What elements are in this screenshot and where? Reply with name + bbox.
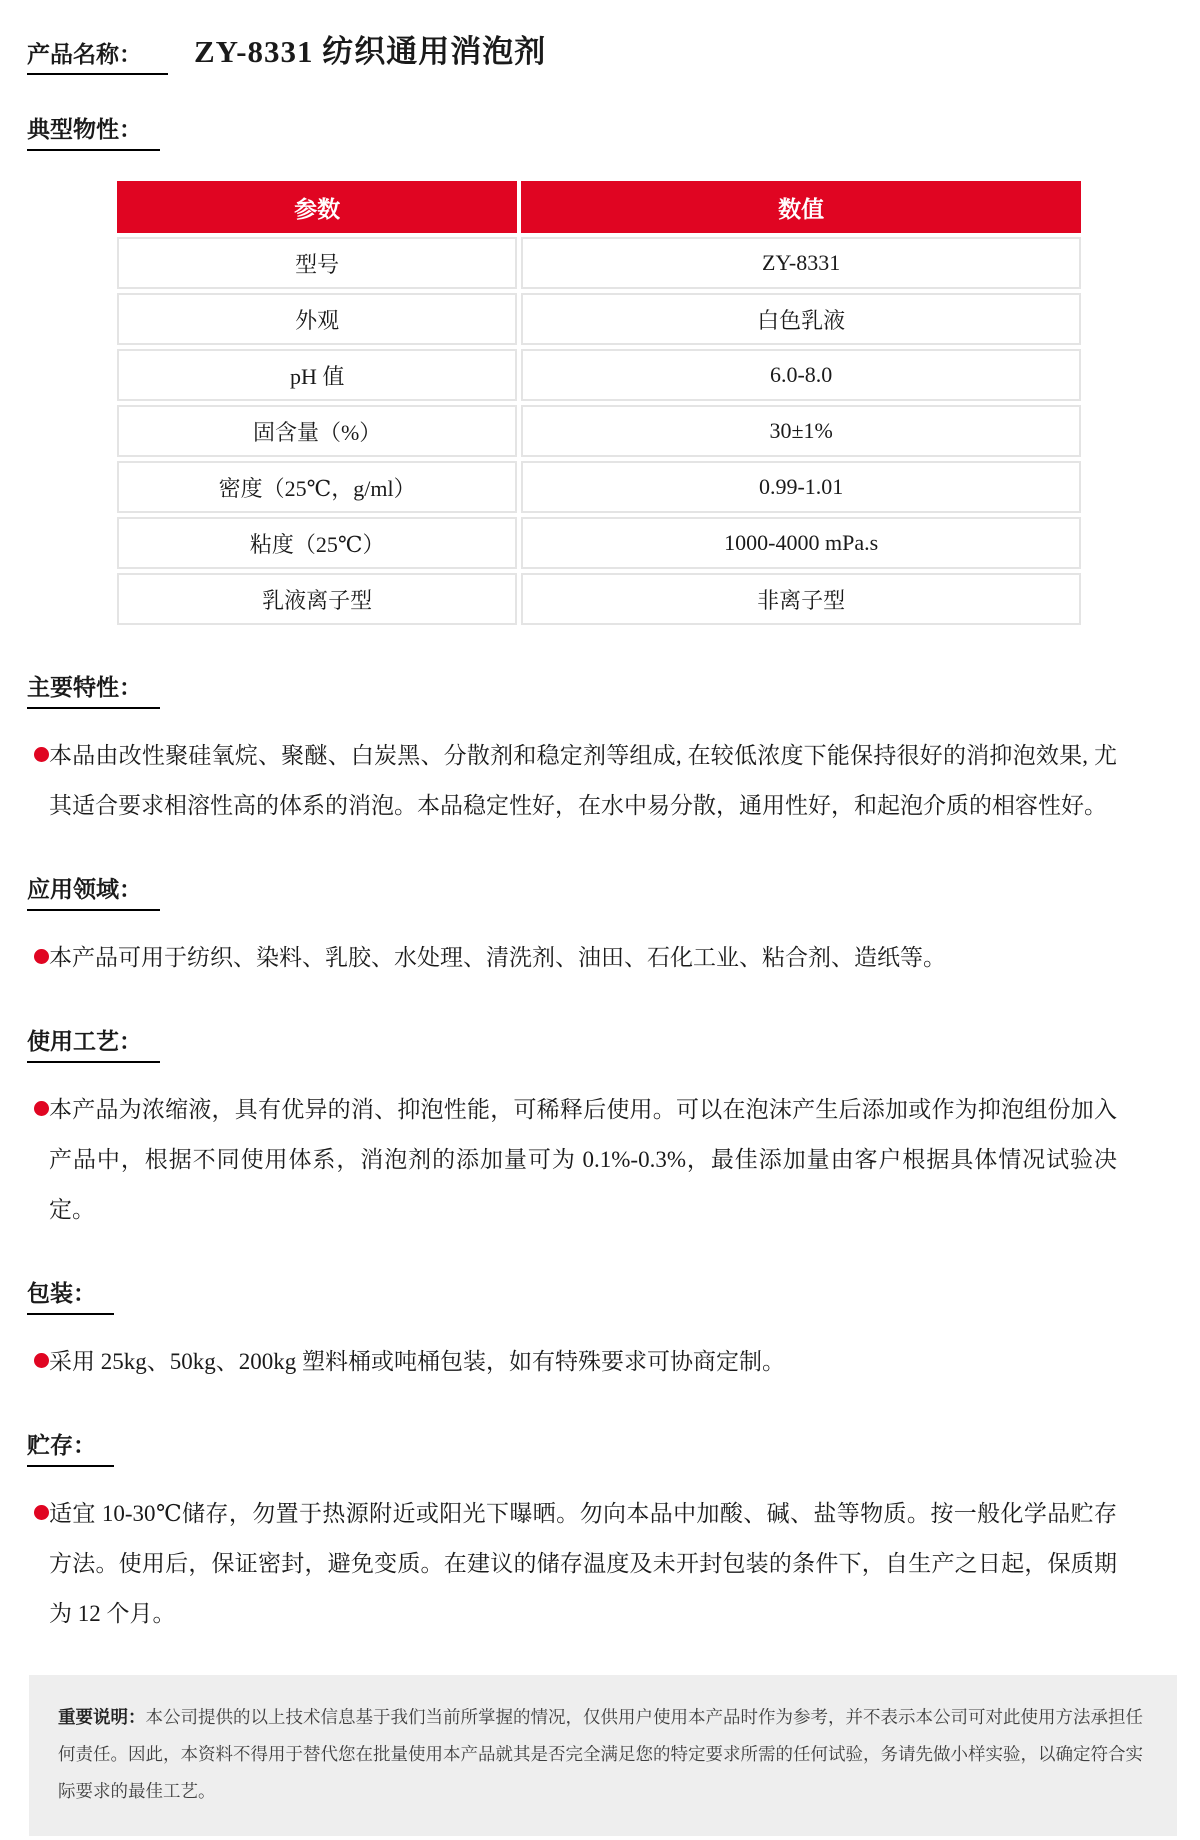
bullet-item bbox=[34, 933, 1138, 983]
bullet-text: 适宜 10-30℃储存，勿置于热源附近或阳光下曝晒。勿向本品中加酸、碱、盐等物质。按一般化学品贮存方法。使用后，保证密封，避免变质。在建议的储存温度及未开封包装的条件下，自生产之日起，保质期为 12 个月。 bbox=[49, 1501, 1117, 1626]
product-name-label: 产品名称： bbox=[27, 36, 168, 75]
bullet-icon bbox=[34, 1505, 49, 1520]
table-header-param: 参数 bbox=[117, 181, 517, 233]
bullet-text: 采用 25kg、50kg、200kg 塑料桶或吨桶包装，如有特殊要求可协商定制。 bbox=[49, 1349, 785, 1374]
param-cell: 乳液离子型 bbox=[117, 573, 517, 625]
param-cell: 固含量（%） bbox=[117, 405, 517, 457]
properties-table bbox=[113, 177, 1085, 629]
section-heading-typical-properties bbox=[27, 115, 1200, 151]
product-title-row bbox=[27, 26, 1200, 75]
section-heading-applications bbox=[27, 875, 1200, 911]
bullet-item bbox=[34, 1337, 1138, 1387]
bullet-text: 本产品可用于纺织、染料、乳胶、水处理、清洗剂、油田、石化工业、粘合剂、造纸等。 bbox=[49, 945, 946, 970]
important-note-box bbox=[29, 1675, 1177, 1836]
section-heading-label: 使用工艺： bbox=[27, 1027, 160, 1063]
table-row bbox=[117, 461, 1081, 513]
table-row bbox=[117, 517, 1081, 569]
table-header-row bbox=[117, 181, 1081, 233]
table-row bbox=[117, 293, 1081, 345]
bullet-item bbox=[34, 1489, 1138, 1639]
param-cell: 外观 bbox=[117, 293, 517, 345]
table-row bbox=[117, 349, 1081, 401]
section-heading-main-features bbox=[27, 673, 1200, 709]
value-cell: 30±1% bbox=[521, 405, 1081, 457]
param-cell: 密度（25℃，g/ml） bbox=[117, 461, 517, 513]
important-note-text: 本公司提供的以上技术信息基于我们当前所掌握的情况，仅供用户使用本产品时作为参考，并不表示本公司可对此使用方法承担任何责任。因此，本资料不得用于替代您在批量使用本产品就其是否完全满足您的特定要求所需的任何试验，务请先做小样实验，以确定符合实际要求的最佳工艺。 bbox=[58, 1707, 1143, 1801]
param-cell: 粘度（25℃） bbox=[117, 517, 517, 569]
bullet-item bbox=[34, 731, 1138, 831]
bullet-icon bbox=[34, 1101, 49, 1116]
value-cell: 1000-4000 mPa.s bbox=[521, 517, 1081, 569]
section-heading-label: 应用领域： bbox=[27, 875, 160, 911]
table-row bbox=[117, 405, 1081, 457]
section-heading-storage bbox=[27, 1431, 1200, 1467]
bullet-text: 本品由改性聚硅氧烷、聚醚、白炭黑、分散剂和稳定剂等组成, 在较低浓度下能保持很好的消抑泡效果, 尤其适合要求相溶性高的体系的消泡。本品稳定性好，在水中易分散，通用性好，和起泡介质的相容性好。 bbox=[49, 743, 1117, 818]
table-row bbox=[117, 237, 1081, 289]
bullet-text: 本产品为浓缩液，具有优异的消、抑泡性能，可稀释后使用。可以在泡沫产生后添加或作为抑泡组份加入产品中，根据不同使用体系，消泡剂的添加量可为 0.1%-0.3%，最佳添加量由客户根据具体情况试验决定。 bbox=[49, 1097, 1117, 1222]
table-header-value: 数值 bbox=[521, 181, 1081, 233]
bullet-item bbox=[34, 1085, 1138, 1235]
value-cell: 6.0-8.0 bbox=[521, 349, 1081, 401]
bullet-icon bbox=[34, 949, 49, 964]
section-heading-label: 贮存： bbox=[27, 1431, 114, 1467]
section-heading-label: 典型物性： bbox=[27, 115, 160, 151]
product-title: ZY-8331 纺织通用消泡剂 bbox=[194, 34, 547, 69]
section-heading-usage-process bbox=[27, 1027, 1200, 1063]
important-note-label: 重要说明： bbox=[58, 1707, 146, 1727]
table-row bbox=[117, 573, 1081, 625]
section-heading-packaging bbox=[27, 1279, 1200, 1315]
bullet-icon bbox=[34, 747, 49, 762]
value-cell: 白色乳液 bbox=[521, 293, 1081, 345]
section-heading-label: 主要特性： bbox=[27, 673, 160, 709]
section-heading-label: 包装： bbox=[27, 1279, 114, 1315]
value-cell: 0.99-1.01 bbox=[521, 461, 1081, 513]
value-cell: 非离子型 bbox=[521, 573, 1081, 625]
param-cell: pH 值 bbox=[117, 349, 517, 401]
bullet-icon bbox=[34, 1353, 49, 1368]
value-cell: ZY-8331 bbox=[521, 237, 1081, 289]
param-cell: 型号 bbox=[117, 237, 517, 289]
